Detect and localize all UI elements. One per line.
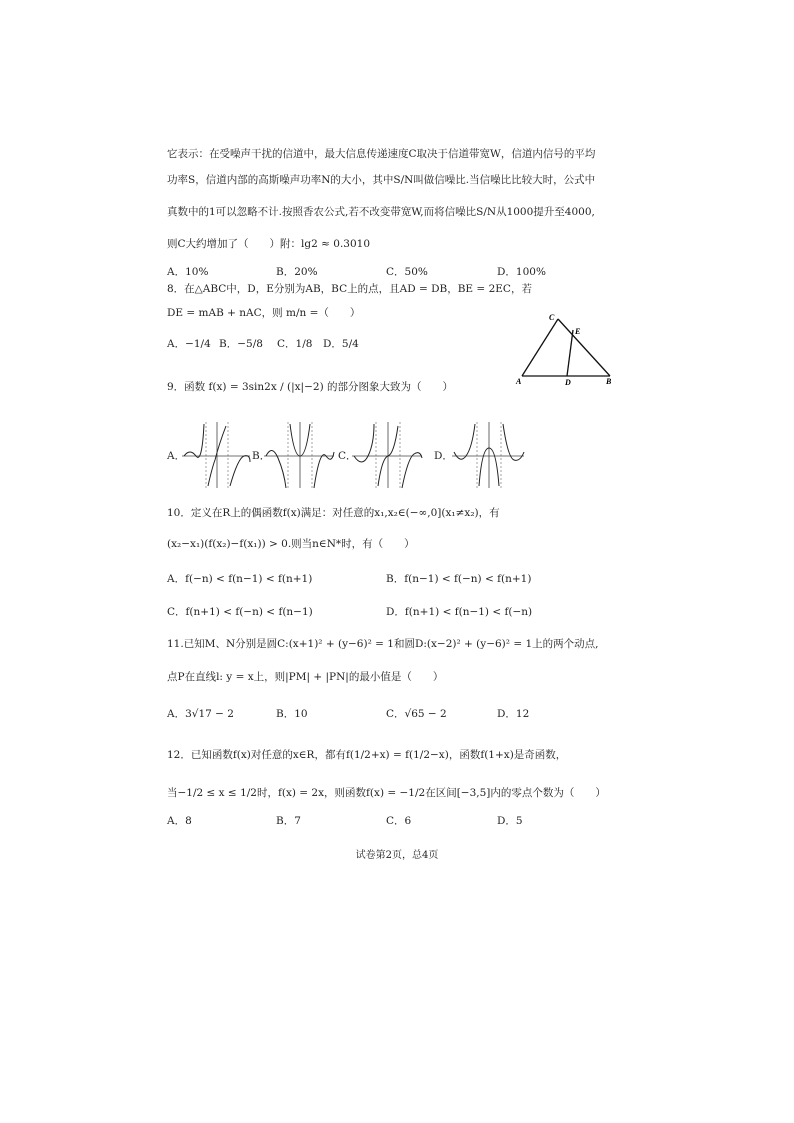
q7-option-d: D．100% [497,266,546,278]
q8-option-b: B．−5/8 [219,338,263,350]
q12-option-a: A．8 [167,815,192,827]
q9-graph-d [452,418,526,490]
q12-option-d: D．5 [497,815,523,827]
q12-option-b: B．7 [276,815,301,827]
page-footer: 试卷第2页，总4页 [355,850,439,861]
q7-line1: 它表示：在受噪声干扰的信道中，最大信息传递速度C取决于信道带宽W，信道内信号的平均 [167,148,596,160]
q7-option-a: A．10% [167,266,209,278]
q12-option-c: C．6 [386,815,412,827]
side-cb [558,319,610,376]
q10-option-c: C．f(n+1) < f(−n) < f(n−1) [167,606,313,618]
q11-option-a: A．3√17 − 2 [167,708,234,720]
q10-line1: 10．定义在R上的偶函数f(x)满足：对任意的x₁,x₂∈(−∞,0](x₁≠x₂)，有 [167,507,500,519]
q9-graph-c [352,418,424,490]
side-ac [522,319,558,376]
label-d: D [565,378,571,387]
q9-option-a-label: A． [167,450,186,462]
q9-option-b-label: B． [252,450,271,462]
q8-option-d: D．5/4 [323,338,359,350]
q12-line2: 当−1/2 ≤ x ≤ 1/2时，f(x) = 2x，则函数f(x) = −1/2在区间[−3,5]内的零点个数为（ ） [167,787,606,799]
label-e: E [575,327,581,336]
q10-option-d: D．f(n+1) < f(n−1) < f(−n) [386,606,533,618]
q11-line2: 点P在直线l: y = x上，则|PM| + |PN|的最小值是（ ） [167,671,444,683]
q8-option-c: C．1/8 [277,338,313,350]
q12-line1: 12．已知函数f(x)对任意的x∈R，都有f(1/2+x) = f(1/2−x)，函数f(1+x)是奇函数， [167,749,567,761]
q7-option-c: C．50% [386,266,428,278]
q11-line1: 11.已知M、N分别是圆C:(x+1)² + (y−6)² = 1和圆D:(x−2)² + (y−6)² = 1上的两个动点, [167,638,599,650]
q7-line3: 真数中的1可以忽略不计.按照香农公式,若不改变带宽W,而将信噪比S/N从1000提升至4000, [167,206,595,218]
q9-option-d-label: D． [434,450,453,462]
q10-option-a: A．f(−n) < f(n−1) < f(n+1) [167,573,313,585]
q9-graph-b [264,418,336,490]
q9-graph-a [182,418,252,490]
q7-line2: 功率S，信道内部的高斯噪声功率N的大小，其中S/N叫做信噪比.当信噪比比较大时，公式中 [167,174,596,186]
q11-option-c: C．√65 − 2 [386,708,447,720]
q10-line2: (x₂−x₁)(f(x₂)−f(x₁)) > 0.则当n∈N*时，有（ ） [167,538,415,550]
q8-line2: DE = mAB + nAC，则 m/n =（ ） [167,307,361,319]
label-b: B [606,377,612,386]
q8-option-a: A．−1/4 [167,338,211,350]
q7-line4: 则C大约增加了（ ）附：lg2 ≈ 0.3010 [167,238,371,250]
q10-option-b: B．f(n−1) < f(−n) < f(n+1) [386,573,532,585]
triangle-figure [510,312,620,388]
q9-option-c-label: C． [338,450,357,462]
q8-line1: 8．在△ABC中，D，E分别为AB，BC上的点，且AD = DB，BE = 2EC，若 [167,283,532,295]
q11-option-b: B．10 [276,708,308,720]
label-a: A [516,377,522,386]
q9-stem: 9．函数 f(x) = 3sin2x / (|x|−2) 的部分图象大致为（ ） [167,381,454,393]
q7-option-b: B．20% [276,266,318,278]
label-c: C [549,313,555,322]
q11-option-d: D．12 [497,708,530,720]
segment-de [567,330,573,376]
